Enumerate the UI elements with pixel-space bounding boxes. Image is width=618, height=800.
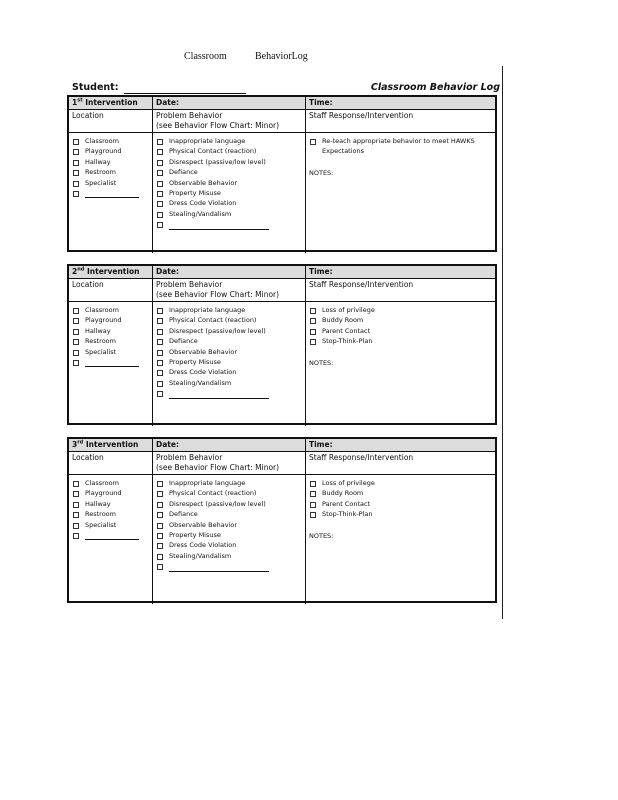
response-option[interactable]: Buddy Room [309, 488, 492, 498]
header-left-text: Classroom [184, 51, 227, 62]
student-label: Student: [72, 82, 119, 93]
response-option[interactable]: Parent Contact [309, 499, 492, 509]
checkbox-icon[interactable] [73, 160, 79, 166]
location-option-specialist[interactable]: Specialist [72, 178, 149, 188]
options-row [69, 302, 495, 426]
intervention-title: 3rd Intervention [69, 439, 153, 451]
location-option-other[interactable] [72, 530, 149, 540]
checkbox-icon[interactable] [157, 350, 163, 356]
other-blank-line[interactable] [85, 359, 139, 367]
checkbox-icon[interactable] [157, 160, 163, 166]
checkbox-icon[interactable] [73, 139, 79, 145]
behavior-option[interactable]: Inappropriate language [156, 478, 302, 488]
behavior-option[interactable]: Stealing/Vandalism [156, 551, 302, 561]
checkbox-icon[interactable] [157, 543, 163, 549]
checkbox-icon[interactable] [73, 481, 79, 487]
form-title-row [72, 82, 500, 96]
behavior-option[interactable]: Dress Code Violation [156, 367, 302, 377]
checkbox-icon[interactable] [157, 381, 163, 387]
behavior-option[interactable]: Observable Behavior [156, 347, 302, 357]
location-option-restroom[interactable]: Restroom [72, 336, 149, 346]
location-option-restroom[interactable]: Restroom [72, 167, 149, 177]
checkbox-icon[interactable] [73, 350, 79, 356]
behavior-option[interactable]: Property Misuse [156, 188, 302, 198]
checkbox-icon[interactable] [310, 512, 316, 518]
intervention-header-row [69, 266, 495, 279]
staff-response-label: Staff Response/Intervention [309, 111, 414, 120]
other-blank-line[interactable] [85, 532, 139, 540]
checkbox-icon[interactable] [157, 502, 163, 508]
checkbox-icon[interactable] [157, 201, 163, 207]
response-option[interactable]: Re-teach appropriate behavior to meet HAWKS Expectations [309, 136, 492, 157]
options-row [69, 133, 495, 253]
location-option-other[interactable] [72, 188, 149, 198]
behavior-options [153, 475, 306, 604]
checkbox-icon[interactable] [310, 481, 316, 487]
behavior-option[interactable]: Inappropriate language [156, 136, 302, 146]
response-option[interactable]: Loss of privilege [309, 305, 492, 315]
intervention-block-3 [67, 437, 497, 603]
checkbox-icon[interactable] [310, 491, 316, 497]
intervention-title: 2nd Intervention [69, 266, 153, 278]
checkbox-icon[interactable] [73, 502, 79, 508]
staff-response-label: Staff Response/Intervention [309, 280, 414, 289]
checkbox-icon[interactable] [157, 139, 163, 145]
behavior-option-other[interactable] [156, 219, 302, 229]
column-labels-row [69, 110, 495, 133]
checkbox-icon[interactable] [73, 360, 79, 366]
date-label[interactable]: Date: [153, 439, 306, 451]
behavior-option[interactable]: Inappropriate language [156, 305, 302, 315]
time-label[interactable]: Time: [309, 98, 333, 107]
behavior-option[interactable]: Defiance [156, 167, 302, 177]
checkbox-icon[interactable] [73, 318, 79, 324]
intervention-block-1 [67, 95, 497, 252]
staff-response-options [306, 475, 495, 604]
location-option-other[interactable] [72, 357, 149, 367]
date-label[interactable]: Date: [153, 97, 306, 109]
response-option[interactable]: Parent Contact [309, 326, 492, 336]
location-label: Location [69, 279, 153, 301]
location-option-classroom[interactable]: Classroom [72, 305, 149, 315]
checkbox-icon[interactable] [157, 523, 163, 529]
checkbox-icon[interactable] [157, 370, 163, 376]
checkbox-icon[interactable] [157, 329, 163, 335]
checkbox-icon[interactable] [73, 191, 79, 197]
location-option-hallway[interactable]: Hallway [72, 499, 149, 509]
staff-response-options [306, 133, 495, 253]
problem-behavior-label: Problem Behavior (see Behavior Flow Chart: Minor) [153, 452, 306, 474]
problem-behavior-label: Problem Behavior (see Behavior Flow Chart: Minor) [153, 279, 306, 301]
checkbox-icon[interactable] [157, 191, 163, 197]
date-label[interactable]: Date: [153, 266, 306, 278]
location-option-playground[interactable]: Playground [72, 146, 149, 156]
checkbox-icon[interactable] [157, 308, 163, 314]
checkbox-icon[interactable] [73, 523, 79, 529]
document-header [0, 51, 618, 67]
intervention-block-2 [67, 264, 497, 425]
checkbox-icon[interactable] [157, 149, 163, 155]
location-options [69, 302, 153, 426]
location-option-hallway[interactable]: Hallway [72, 157, 149, 167]
checkbox-icon[interactable] [73, 308, 79, 314]
checkbox-icon[interactable] [157, 339, 163, 345]
checkbox-icon[interactable] [157, 360, 163, 366]
behavior-option[interactable]: Defiance [156, 509, 302, 519]
other-blank-line[interactable] [85, 190, 139, 198]
checkbox-icon[interactable] [310, 502, 316, 508]
checkbox-icon[interactable] [73, 170, 79, 176]
checkbox-icon[interactable] [157, 181, 163, 187]
checkbox-icon[interactable] [157, 170, 163, 176]
checkbox-icon[interactable] [157, 564, 163, 570]
checkbox-icon[interactable] [73, 533, 79, 539]
checkbox-icon[interactable] [157, 222, 163, 228]
location-option-playground[interactable]: Playground [72, 488, 149, 498]
behavior-option[interactable]: Observable Behavior [156, 178, 302, 188]
location-option-hallway[interactable]: Hallway [72, 326, 149, 336]
behavior-option[interactable]: Observable Behavior [156, 520, 302, 530]
behavior-option-other[interactable] [156, 561, 302, 571]
checkbox-icon[interactable] [310, 318, 316, 324]
response-option[interactable]: Loss of privilege [309, 478, 492, 488]
checkbox-icon[interactable] [73, 329, 79, 335]
checkbox-icon[interactable] [73, 181, 79, 187]
problem-behavior-label: Problem Behavior (see Behavior Flow Chart: Minor) [153, 110, 306, 132]
location-label: Location [69, 110, 153, 132]
time-label[interactable]: Time: [309, 440, 333, 449]
checkbox-icon[interactable] [157, 491, 163, 497]
column-labels-row [69, 452, 495, 475]
time-label[interactable]: Time: [309, 267, 333, 276]
header-right-text: BehaviorLog [255, 51, 308, 62]
intervention-header-row [69, 439, 495, 452]
checkbox-icon[interactable] [157, 512, 163, 518]
behavior-option[interactable]: Physical Contact (reaction) [156, 315, 302, 325]
location-option-playground[interactable]: Playground [72, 315, 149, 325]
margin-line [502, 66, 503, 619]
column-labels-row [69, 279, 495, 302]
location-label: Location [69, 452, 153, 474]
response-option[interactable]: Stop-Think-Plan [309, 509, 492, 519]
location-option-specialist[interactable]: Specialist [72, 520, 149, 530]
staff-response-options [306, 302, 495, 426]
behavior-option[interactable]: Defiance [156, 336, 302, 346]
checkbox-icon[interactable] [157, 212, 163, 218]
checkbox-icon[interactable] [157, 481, 163, 487]
behavior-options [153, 133, 306, 253]
options-row [69, 475, 495, 604]
intervention-title: 1st Intervention [69, 97, 153, 109]
checkbox-icon[interactable] [157, 318, 163, 324]
checkbox-icon[interactable] [310, 329, 316, 335]
behavior-options [153, 302, 306, 426]
notes-label: NOTES: [309, 168, 334, 177]
checkbox-icon[interactable] [73, 491, 79, 497]
location-options [69, 133, 153, 253]
student-name-line[interactable] [124, 93, 246, 94]
response-option[interactable]: Buddy Room [309, 315, 492, 325]
notes-label: NOTES: [309, 531, 334, 540]
checkbox-icon[interactable] [310, 308, 316, 314]
checkbox-icon[interactable] [73, 149, 79, 155]
behavior-option[interactable]: Stealing/Vandalism [156, 209, 302, 219]
other-blank-line[interactable] [169, 391, 269, 399]
other-blank-line[interactable] [169, 564, 269, 572]
behavior-option-other[interactable] [156, 388, 302, 398]
behavior-option[interactable]: Disrespect (passive/low level) [156, 157, 302, 167]
behavior-option[interactable]: Disrespect (passive/low level) [156, 499, 302, 509]
checkbox-icon[interactable] [157, 533, 163, 539]
notes-label: NOTES: [309, 358, 334, 367]
behavior-option[interactable]: Physical Contact (reaction) [156, 488, 302, 498]
location-options [69, 475, 153, 604]
location-option-classroom[interactable]: Classroom [72, 136, 149, 146]
location-option-specialist[interactable]: Specialist [72, 347, 149, 357]
checkbox-icon[interactable] [310, 339, 316, 345]
location-option-restroom[interactable]: Restroom [72, 509, 149, 519]
behavior-option[interactable]: Dress Code Violation [156, 198, 302, 208]
response-option[interactable]: Stop-Think-Plan [309, 336, 492, 346]
log-title: Classroom Behavior Log [370, 82, 500, 93]
behavior-option[interactable]: Property Misuse [156, 530, 302, 540]
checkbox-icon[interactable] [73, 512, 79, 518]
checkbox-icon[interactable] [157, 391, 163, 397]
behavior-option[interactable]: Dress Code Violation [156, 540, 302, 550]
location-option-classroom[interactable]: Classroom [72, 478, 149, 488]
behavior-option[interactable]: Property Misuse [156, 357, 302, 367]
staff-response-label: Staff Response/Intervention [309, 453, 414, 462]
checkbox-icon[interactable] [310, 139, 316, 145]
behavior-option[interactable]: Stealing/Vandalism [156, 378, 302, 388]
behavior-option[interactable]: Physical Contact (reaction) [156, 146, 302, 156]
other-blank-line[interactable] [169, 222, 269, 230]
checkbox-icon[interactable] [73, 339, 79, 345]
behavior-option[interactable]: Disrespect (passive/low level) [156, 326, 302, 336]
intervention-header-row [69, 97, 495, 110]
checkbox-icon[interactable] [157, 554, 163, 560]
